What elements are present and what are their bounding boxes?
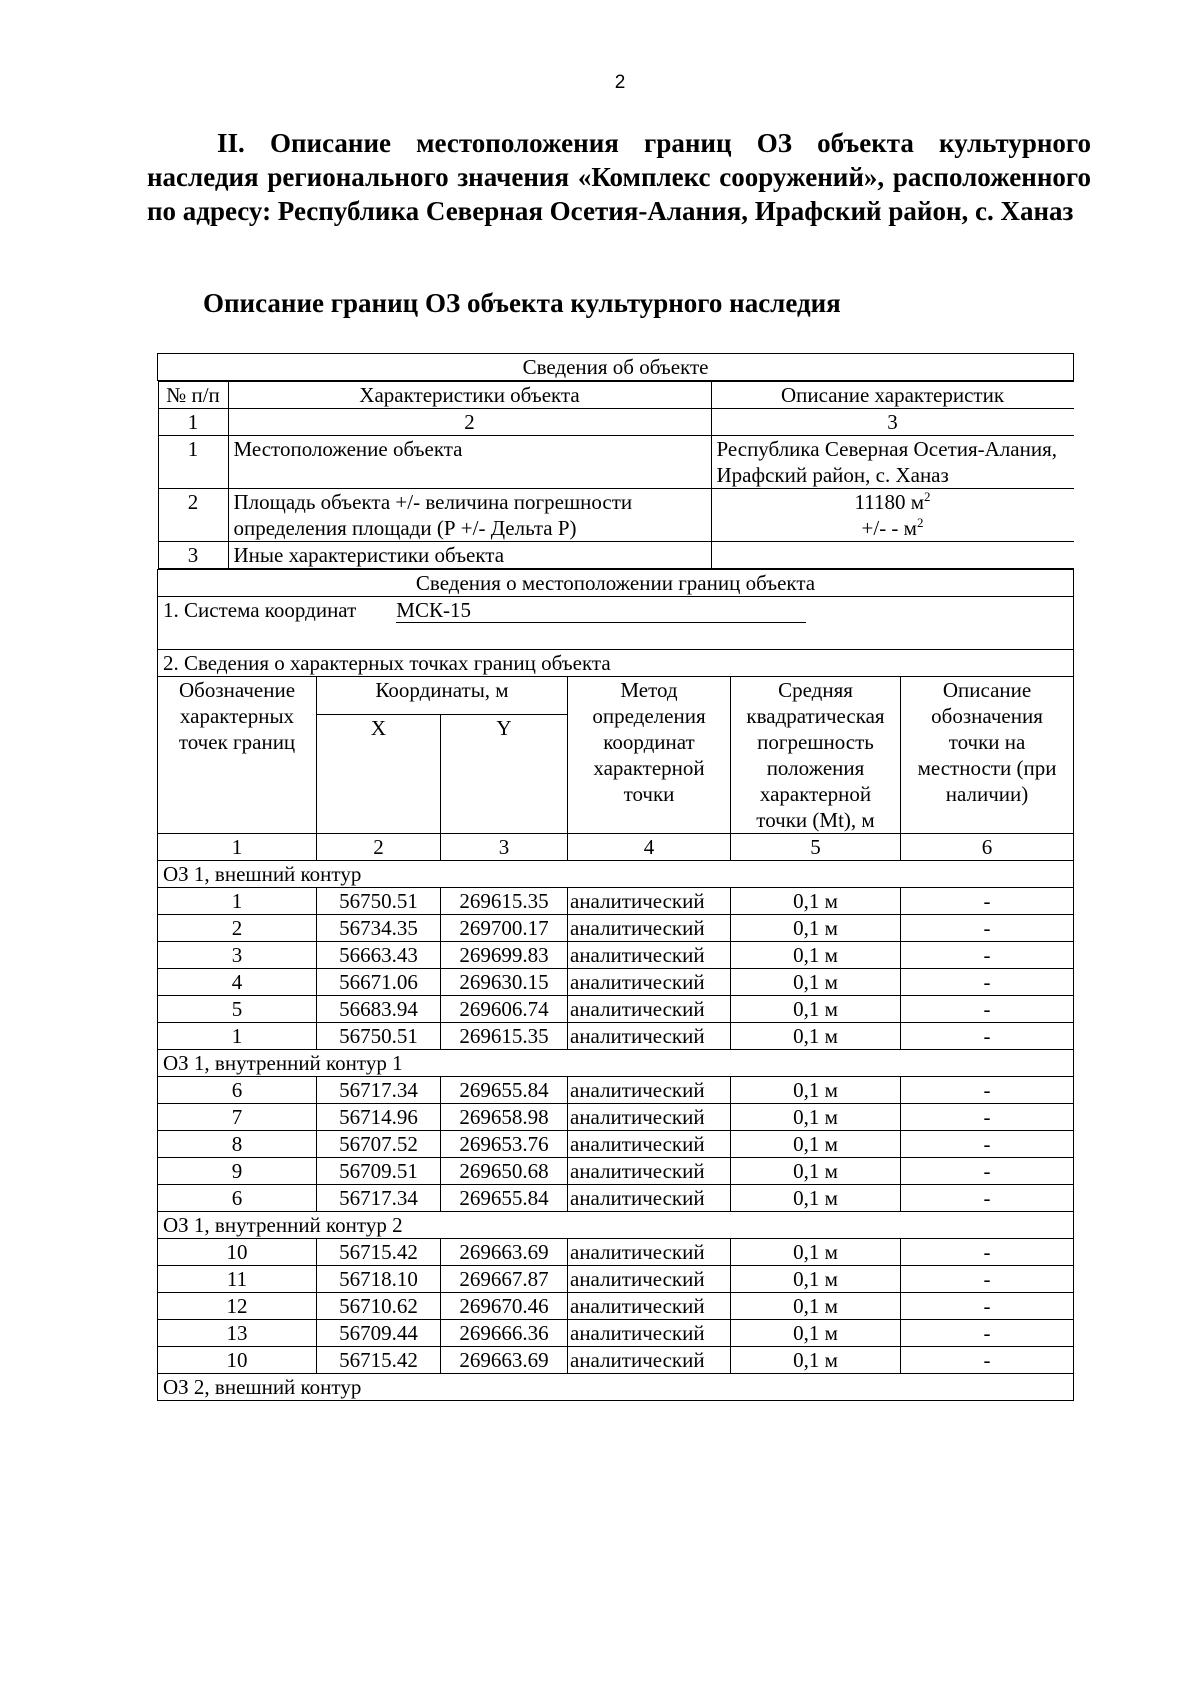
column-number: 3 (441, 834, 568, 861)
point-description: - (901, 942, 1074, 969)
point-id: 6 (158, 1077, 317, 1104)
table-row (158, 1320, 1074, 1347)
column-number: 6 (901, 834, 1074, 861)
y-coordinate: 269699.83 (441, 942, 568, 969)
y-coordinate: 269700.17 (441, 915, 568, 942)
column-number: 3 (711, 409, 1074, 436)
x-coordinate: 56715.42 (317, 1347, 441, 1374)
description-header: Описание характеристик (711, 382, 1074, 409)
point-description: - (901, 1131, 1074, 1158)
row-number: 3 (158, 542, 228, 569)
point-id: 1 (158, 1023, 317, 1050)
method: аналитический (568, 1158, 731, 1185)
area-error-value: +/- - м (861, 516, 917, 540)
table-row (158, 915, 1074, 942)
table-row (158, 1104, 1074, 1131)
y-coordinate: 269650.68 (441, 1158, 568, 1185)
error: 0,1 м (731, 942, 901, 969)
object-characteristics-table (158, 381, 1074, 569)
document-heading: II. Описание местоположения границ ОЗ объекта культурного наследия регионального значения «Комплекс сооружений», расположенного по адресу: Республика Северная Осетия-Алания, Ирафский район, с. Ханаз (147, 128, 1091, 226)
column-number: 2 (317, 834, 441, 861)
x-coordinate: 56750.51 (317, 1023, 441, 1050)
point-description: - (901, 1293, 1074, 1320)
y-coordinate: 269670.46 (441, 1293, 568, 1320)
method: аналитический (568, 942, 731, 969)
point-description: - (901, 1266, 1074, 1293)
error: 0,1 м (731, 1320, 901, 1347)
x-coordinate: 56709.44 (317, 1320, 441, 1347)
y-coordinate: 269655.84 (441, 1077, 568, 1104)
characteristic-value (711, 542, 1074, 569)
column-number: 1 (158, 834, 317, 861)
point-id: 5 (158, 996, 317, 1023)
point-id: 13 (158, 1320, 317, 1347)
error: 0,1 м (731, 1293, 901, 1320)
row-number: 2 (158, 489, 228, 542)
x-header: X (317, 715, 441, 834)
point-header: Обозначение характерных точек границ (158, 677, 317, 834)
table-row (158, 1185, 1074, 1212)
contour-group-row (158, 1374, 1074, 1401)
point-id: 11 (158, 1266, 317, 1293)
square-exponent: 2 (923, 489, 931, 504)
contour-title: ОЗ 1, внутренний контур 2 (158, 1212, 1074, 1239)
column-number: 1 (158, 409, 228, 436)
x-coordinate: 56734.35 (317, 915, 441, 942)
table-row (158, 1293, 1074, 1320)
section-header-location (158, 570, 1074, 597)
point-id: 10 (158, 1239, 317, 1266)
point-id: 9 (158, 1158, 317, 1185)
characteristic-row (158, 436, 1074, 489)
x-coordinate: 56709.51 (317, 1158, 441, 1185)
contour-title: ОЗ 1, внутренний контур 1 (158, 1050, 1074, 1077)
x-coordinate: 56671.06 (317, 969, 441, 996)
error: 0,1 м (731, 1266, 901, 1293)
x-coordinate: 56683.94 (317, 996, 441, 1023)
y-coordinate: 269667.87 (441, 1266, 568, 1293)
point-description: - (901, 1347, 1074, 1374)
method: аналитический (568, 1104, 731, 1131)
x-coordinate: 56714.96 (317, 1104, 441, 1131)
method: аналитический (568, 1320, 731, 1347)
point-id: 12 (158, 1293, 317, 1320)
point-description: - (901, 1320, 1074, 1347)
x-coordinate: 56717.34 (317, 1077, 441, 1104)
point-description: - (901, 969, 1074, 996)
x-coordinate: 56717.34 (317, 1185, 441, 1212)
area-number: 11180 м (854, 490, 924, 514)
column-number: 5 (731, 834, 901, 861)
point-id: 6 (158, 1185, 317, 1212)
method: аналитический (568, 1239, 731, 1266)
coords-header: Координаты, м (317, 677, 568, 715)
method: аналитический (568, 1293, 731, 1320)
error: 0,1 м (731, 1104, 901, 1131)
point-description: - (901, 915, 1074, 942)
y-coordinate: 269630.15 (441, 969, 568, 996)
coord-system-cell (158, 597, 1074, 650)
section-title: Сведения о местоположении границ объекта (158, 570, 1074, 597)
table-row (158, 1131, 1074, 1158)
no-header: № п/п (158, 382, 228, 409)
page-number: 2 (614, 72, 626, 93)
error: 0,1 м (731, 1077, 901, 1104)
section-header-object (158, 354, 1074, 381)
characteristic-row (158, 489, 1074, 542)
error: 0,1 м (731, 888, 901, 915)
error-header: Средняя квадратическая погрешность положения характерной точки (Mt), м (731, 677, 901, 834)
characteristics-header-row (158, 382, 1074, 409)
table-row (158, 996, 1074, 1023)
point-id: 8 (158, 1131, 317, 1158)
x-coordinate: 56750.51 (317, 888, 441, 915)
error: 0,1 м (731, 969, 901, 996)
error: 0,1 м (731, 1185, 901, 1212)
error: 0,1 м (731, 1239, 901, 1266)
table-row (158, 1023, 1074, 1050)
x-coordinate: 56718.10 (317, 1266, 441, 1293)
table-title: Описание границ ОЗ объекта культурного наследия (203, 288, 841, 318)
y-coordinate: 269655.84 (441, 1185, 568, 1212)
method: аналитический (568, 915, 731, 942)
method: аналитический (568, 888, 731, 915)
coord-system-label: 1. Система координат (163, 598, 357, 622)
point-description: - (901, 1023, 1074, 1050)
y-coordinate: 269615.35 (441, 1023, 568, 1050)
point-description: - (901, 1077, 1074, 1104)
characteristic-name: Местоположение объекта (228, 436, 711, 489)
point-id: 10 (158, 1347, 317, 1374)
y-coordinate: 269666.36 (441, 1320, 568, 1347)
table-row (158, 942, 1074, 969)
table-row (158, 969, 1074, 996)
point-id: 1 (158, 888, 317, 915)
coord-system-row (158, 597, 1074, 650)
error: 0,1 м (731, 1158, 901, 1185)
x-coordinate: 56715.42 (317, 1239, 441, 1266)
point-description: - (901, 1239, 1074, 1266)
table-row (158, 1239, 1074, 1266)
point-id: 2 (158, 915, 317, 942)
characteristics-header: Характеристики объекта (228, 382, 711, 409)
x-coordinate: 56710.62 (317, 1293, 441, 1320)
column-number-row (158, 409, 1074, 436)
contour-title: ОЗ 1, внешний контур (158, 861, 1074, 888)
points-label: 2. Сведения о характерных точках границ объекта (158, 650, 1074, 677)
description-header: Описание обозначения точки на местности (при наличии) (901, 677, 1074, 834)
x-coordinate: 56663.43 (317, 942, 441, 969)
row-number: 1 (158, 436, 228, 489)
points-header-row (158, 677, 1074, 715)
y-coordinate: 269658.98 (441, 1104, 568, 1131)
table-row (158, 888, 1074, 915)
error: 0,1 м (731, 1023, 901, 1050)
x-coordinate: 56707.52 (317, 1131, 441, 1158)
error: 0,1 м (731, 996, 901, 1023)
y-coordinate: 269606.74 (441, 996, 568, 1023)
section-title: Сведения об объекте (158, 354, 1074, 381)
contour-group-row (158, 1050, 1074, 1077)
point-id: 4 (158, 969, 317, 996)
object-boundaries-table (157, 353, 1074, 1401)
characteristic-value (711, 489, 1074, 542)
characteristic-name: Иные характеристики объекта (228, 542, 711, 569)
column-number: 4 (568, 834, 731, 861)
error: 0,1 м (731, 1131, 901, 1158)
column-number: 2 (228, 409, 711, 436)
point-description: - (901, 888, 1074, 915)
method: аналитический (568, 1266, 731, 1293)
coord-system-value: МСК-15 (396, 598, 806, 623)
method: аналитический (568, 1131, 731, 1158)
y-coordinate: 269663.69 (441, 1347, 568, 1374)
table-row (158, 1158, 1074, 1185)
y-header: Y (441, 715, 568, 834)
method: аналитический (568, 1185, 731, 1212)
contour-title: ОЗ 2, внешний контур (158, 1374, 1074, 1401)
area-value (717, 489, 1069, 515)
square-exponent: 2 (916, 515, 924, 530)
object-characteristics-block (158, 381, 1074, 570)
point-description: - (901, 1158, 1074, 1185)
table-row (158, 1347, 1074, 1374)
contour-group-row (158, 861, 1074, 888)
y-coordinate: 269653.76 (441, 1131, 568, 1158)
table-row (158, 1266, 1074, 1293)
characteristic-row (158, 542, 1074, 569)
point-id: 7 (158, 1104, 317, 1131)
y-coordinate: 269663.69 (441, 1239, 568, 1266)
method: аналитический (568, 1347, 731, 1374)
point-description: - (901, 1185, 1074, 1212)
contour-group-row (158, 1212, 1074, 1239)
method: аналитический (568, 969, 731, 996)
error: 0,1 м (731, 1347, 901, 1374)
object-characteristics-container (158, 381, 1074, 570)
table-row (158, 1077, 1074, 1104)
point-description: - (901, 996, 1074, 1023)
col-numbers-row (158, 834, 1074, 861)
method: аналитический (568, 1077, 731, 1104)
point-id: 3 (158, 942, 317, 969)
point-description: - (901, 1104, 1074, 1131)
y-coordinate: 269615.35 (441, 888, 568, 915)
method: аналитический (568, 996, 731, 1023)
error: 0,1 м (731, 915, 901, 942)
method-header: Метод определения координат характерной точки (568, 677, 731, 834)
method: аналитический (568, 1023, 731, 1050)
area-error (717, 515, 1069, 541)
characteristic-name: Площадь объекта +/- величина погрешности определения площади (Р +/- Дельта Р) (228, 489, 711, 542)
characteristic-value: Республика Северная Осетия-Алания, Ирафский район, с. Ханаз (711, 436, 1074, 489)
points-label-row (158, 650, 1074, 677)
